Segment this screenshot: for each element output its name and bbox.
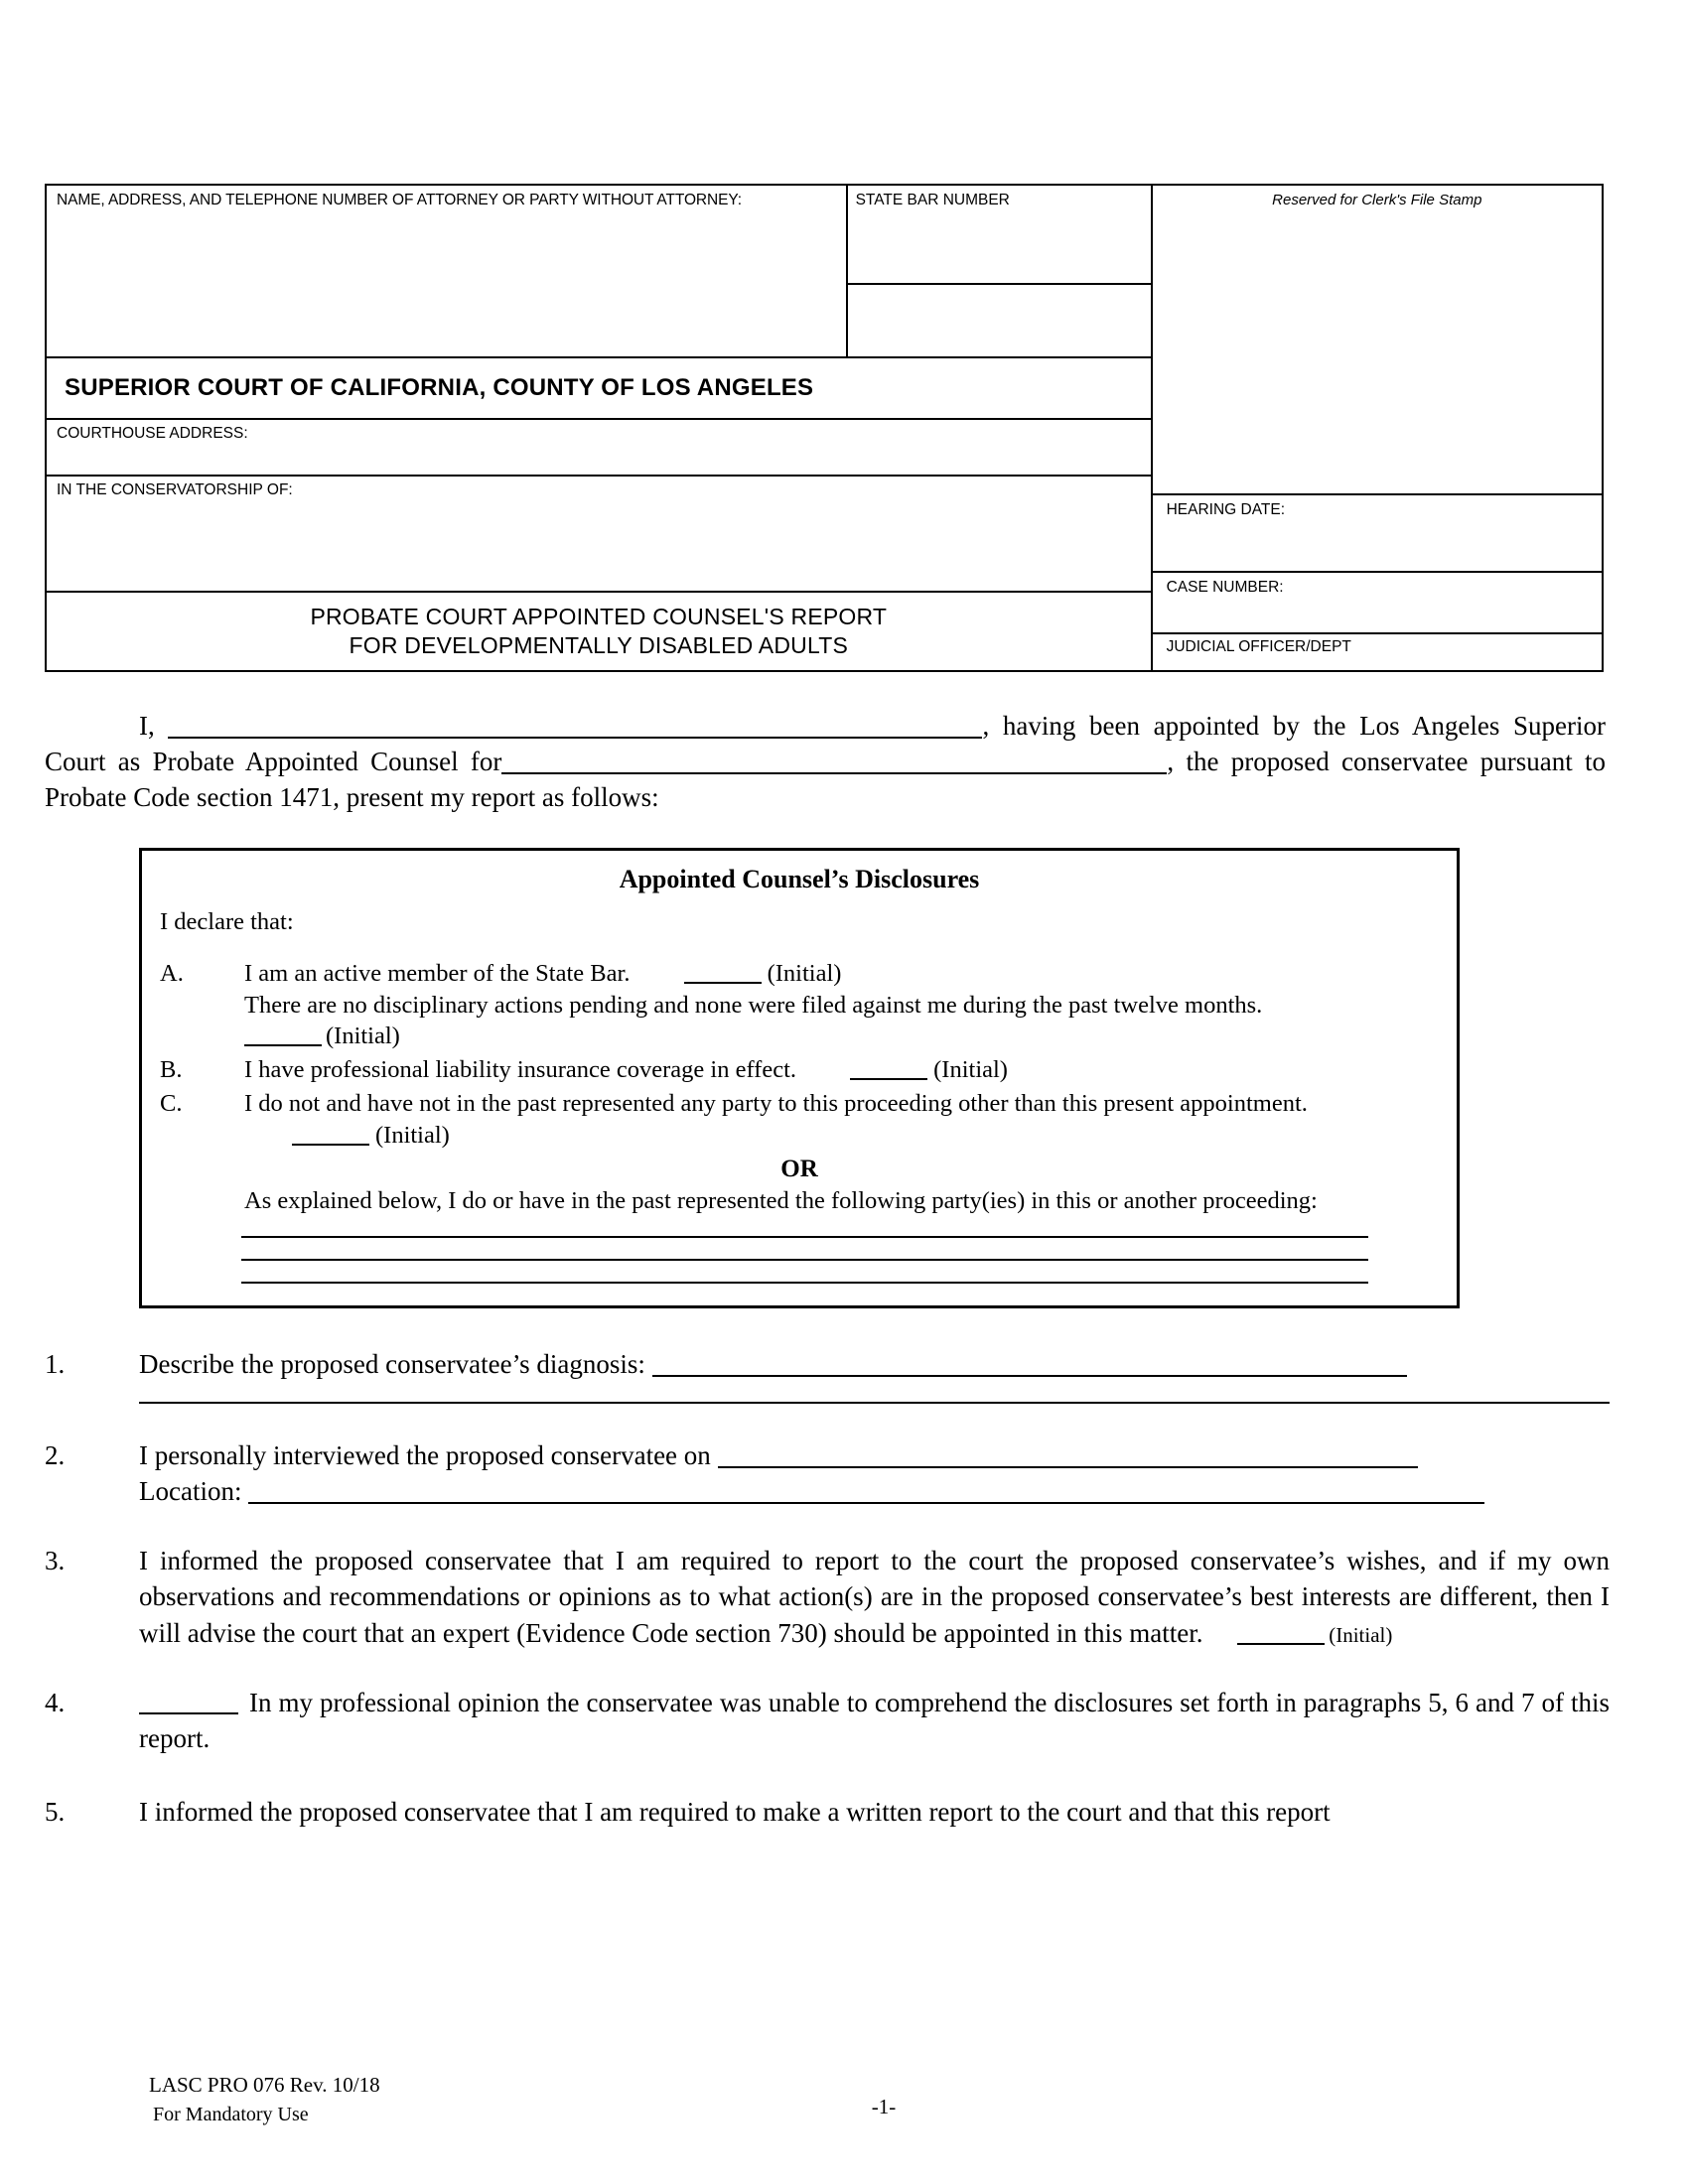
intro-paragraph [45,709,1614,816]
state-bar-number-field[interactable] [848,186,1151,285]
diagnosis-blank-1[interactable] [652,1351,1407,1377]
item-3-text: I informed the proposed conservatee that I am required to report to the court the proposed conservatee’s wishes, and if my own observations and recommendations or opinions as to what action(s) are in the proposed conservatee’s best interests are different, then I will advise the court that an expert (Evidence Code section 730) should be appointed in this matter. [139,1546,1610,1648]
item-4-number: 4. [45,1687,66,1717]
diagnosis-blank-2[interactable] [139,1400,1610,1404]
numbered-item-4 [45,1685,1614,1756]
initial-label-item-3: (Initial) [1329,1622,1393,1647]
disclosure-text-c [244,1088,1439,1152]
item-3-number: 3. [45,1546,66,1576]
page-footer [149,2073,1618,2126]
disclosure-text-a [244,958,1439,1053]
disclosures-or-divider: OR [780,1155,818,1182]
numbered-item-5 [45,1794,1614,1830]
disclosures-declare-text: I declare that: [160,907,294,935]
item-1-number: 1. [45,1348,66,1379]
disclosure-item-a [160,958,1439,1053]
courthouse-address-field[interactable] [47,420,1151,477]
caption-left-column [47,186,1153,670]
conservatee-name-blank[interactable] [501,747,1167,774]
conservatorship-of-label: IN THE CONSERVATORSHIP OF: [57,481,293,498]
courthouse-address-label: COURTHOUSE ADDRESS: [57,425,248,442]
state-bar-column [848,186,1151,356]
disclosure-item-c [160,1088,1439,1152]
initial-label-b: (Initial) [933,1056,1008,1084]
caption-right-column [1153,186,1602,670]
disclosure-letter-c: C. [160,1090,183,1118]
numbered-item-3 [45,1543,1614,1651]
initial-blank-a1[interactable] [684,962,762,984]
initial-blank-a2[interactable] [244,1024,322,1046]
explanation-blank-line-3[interactable] [241,1282,1368,1284]
court-form-caption [45,184,1604,672]
court-name: SUPERIOR COURT OF CALIFORNIA, COUNTY OF LOS ANGELES [65,374,814,401]
disclosure-text-b [244,1054,1439,1086]
disclosure-c-line-1: I do not and have not in the past represented any party to this proceeding other than this present appointment. [244,1090,1308,1118]
judicial-officer-field[interactable] [1153,632,1602,670]
item-5-body [139,1794,1614,1830]
initial-blank-item-4[interactable] [139,1693,238,1714]
initial-blank-c[interactable] [292,1124,369,1146]
interview-location-blank[interactable] [248,1478,1484,1504]
counsel-name-blank[interactable] [168,711,982,739]
disclosure-letter-a: A. [160,959,184,987]
initial-label-c: (Initial) [375,1121,450,1149]
clerk-file-stamp-area [1153,186,1602,493]
disclosure-a-line-2: There are no disciplinary actions pending and none were filed against me during the past twelve months. [244,991,1263,1019]
initial-label-a2: (Initial) [326,1023,400,1050]
disclosures-alternative-text: As explained below, I do or have in the past represented the following party(ies) in this or another proceeding: [244,1186,1318,1214]
intro-part-3: , the proposed conservatee pursuant to Probate Code section 1471, present my report as follows: [45,746,1607,812]
attorney-info-field[interactable] [47,186,848,356]
item-4-text: In my professional opinion the conservatee was unable to comprehend the disclosures set forth in paragraphs 5, 6 and 7 of this report. [139,1687,1611,1753]
form-id: LASC PRO 076 Rev. 10/18 [149,2073,380,2097]
item-5-number: 5. [45,1797,66,1828]
numbered-item-1 [45,1346,1614,1404]
case-number-field[interactable] [1153,571,1602,632]
caption-top-row [47,186,1151,358]
mandatory-use-note: For Mandatory Use [153,2104,309,2125]
numbered-item-2 [45,1437,1614,1509]
disclosure-item-b [160,1054,1439,1086]
intro-part-2: , having been appointed by the Los Angeles Superior Court as Probate Appointed Counsel for [45,711,1606,776]
disclosure-letter-b: B. [160,1056,183,1084]
appointed-counsel-disclosures-box [139,848,1460,1308]
item-2-location-label: Location: [139,1476,242,1507]
form-title-line-2: FOR DEVELOPMENTALLY DISABLED ADULTS [349,632,849,658]
item-3-body [139,1543,1614,1651]
intro-part-1: I, [139,711,155,741]
item-4-body [139,1685,1614,1756]
clerk-file-stamp-label: Reserved for Clerk's File Stamp [1272,192,1482,208]
explanation-blank-line-1[interactable] [241,1236,1368,1238]
item-2-number: 2. [45,1439,66,1470]
interview-date-blank[interactable] [718,1442,1418,1468]
item-1-body [139,1346,1614,1404]
hearing-date-label: HEARING DATE: [1166,501,1285,518]
form-title-block [47,593,1151,670]
hearing-date-field[interactable] [1153,493,1602,571]
state-bar-filler [848,285,1151,356]
initial-blank-b[interactable] [850,1058,927,1080]
initial-blank-item-3[interactable] [1237,1623,1325,1645]
judicial-officer-label: JUDICIAL OFFICER/DEPT [1166,638,1351,655]
page-number: -1- [871,2095,897,2118]
item-2-body [139,1437,1614,1509]
conservatorship-of-field[interactable] [47,477,1151,593]
item-2-text: I personally interviewed the proposed conservatee on [139,1439,711,1470]
disclosure-a-line-1: I am an active member of the State Bar. [244,959,631,987]
state-bar-number-label: STATE BAR NUMBER [855,192,1010,208]
attorney-info-label: NAME, ADDRESS, AND TELEPHONE NUMBER OF ATTORNEY OR PARTY WITHOUT ATTORNEY: [57,192,742,208]
item-1-text: Describe the proposed conservatee’s diagnosis: [139,1348,645,1379]
case-number-label: CASE NUMBER: [1166,579,1284,596]
disclosures-title: Appointed Counsel’s Disclosures [619,864,980,893]
form-title-line-1: PROBATE COURT APPOINTED COUNSEL'S REPORT [310,604,888,630]
court-name-row [47,358,1151,420]
disclosure-b-line-1: I have professional liability insurance coverage in effect. [244,1056,797,1084]
initial-label-a1: (Initial) [767,959,842,987]
item-5-text: I informed the proposed conservatee that I am required to make a written report to the court and that this report [139,1797,1331,1828]
explanation-blank-line-2[interactable] [241,1259,1368,1261]
